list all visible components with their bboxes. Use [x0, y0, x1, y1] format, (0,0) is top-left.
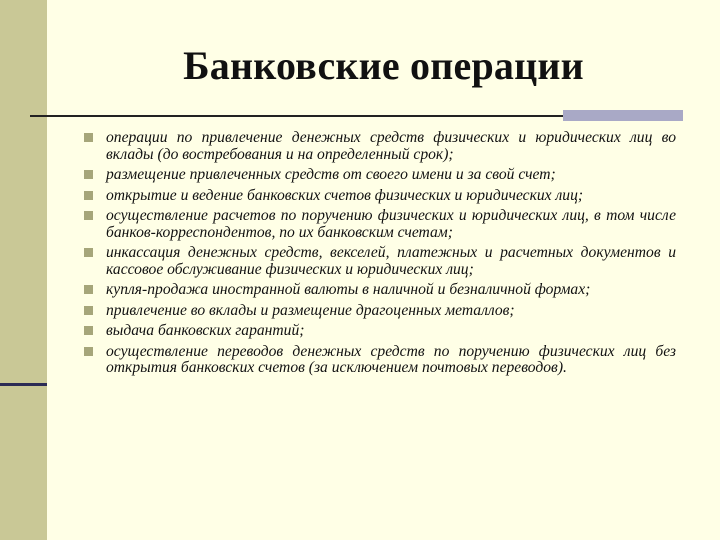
square-bullet-icon: [84, 347, 93, 356]
list-item: [106, 303, 676, 320]
square-bullet-icon: [84, 170, 93, 179]
list-item: [106, 188, 676, 205]
side-band: [0, 0, 47, 540]
list-item-text: размещение привлеченных средств от своего имени и за свой счет;: [106, 166, 556, 183]
square-bullet-icon: [84, 191, 93, 200]
list-item: [106, 167, 676, 184]
slide-title: Банковские операции: [183, 43, 584, 88]
square-bullet-icon: [84, 248, 93, 257]
list-item-text: привлечение во вклады и размещение драгоценных металлов;: [106, 301, 515, 319]
list-item-text: операции по привлечение денежных средств физических и юридических лиц во вклады (до востребования и на определенный срок);: [106, 129, 676, 163]
square-bullet-icon: [84, 285, 93, 294]
list-item-text: открытие и ведение банковских счетов физических и юридических лиц;: [106, 186, 584, 204]
square-bullet-icon: [84, 306, 93, 315]
list-item-text: осуществление переводов денежных средств по поручению физических лиц без открытия банковских счетов (за исключением почтовых переводов).: [106, 342, 676, 376]
list-item-text: купля-продажа иностранной валюты в наличной и безналичной формах;: [106, 281, 591, 298]
square-bullet-icon: [84, 133, 93, 142]
operations-list: [84, 130, 676, 381]
title-underline: [30, 115, 640, 117]
square-bullet-icon: [84, 211, 93, 220]
list-item-text: выдача банковских гарантий;: [106, 322, 305, 339]
title-underline-accent: [563, 110, 683, 121]
list-item: [106, 208, 676, 241]
list-item: [106, 323, 676, 340]
list-item: [106, 282, 676, 299]
list-item-text: осуществление расчетов по поручению физических и юридических лиц, в том числе банков-корреспондентов, по их банковским счетам;: [106, 207, 676, 241]
side-divider-line: [0, 383, 47, 386]
list-item: [106, 344, 676, 377]
square-bullet-icon: [84, 326, 93, 335]
list-item: [106, 130, 676, 163]
list-item-text: инкассация денежных средств, векселей, платежных и расчетных документов и кассовое обслуживание физических и юридических лиц;: [106, 244, 676, 278]
list-item: [106, 245, 676, 278]
